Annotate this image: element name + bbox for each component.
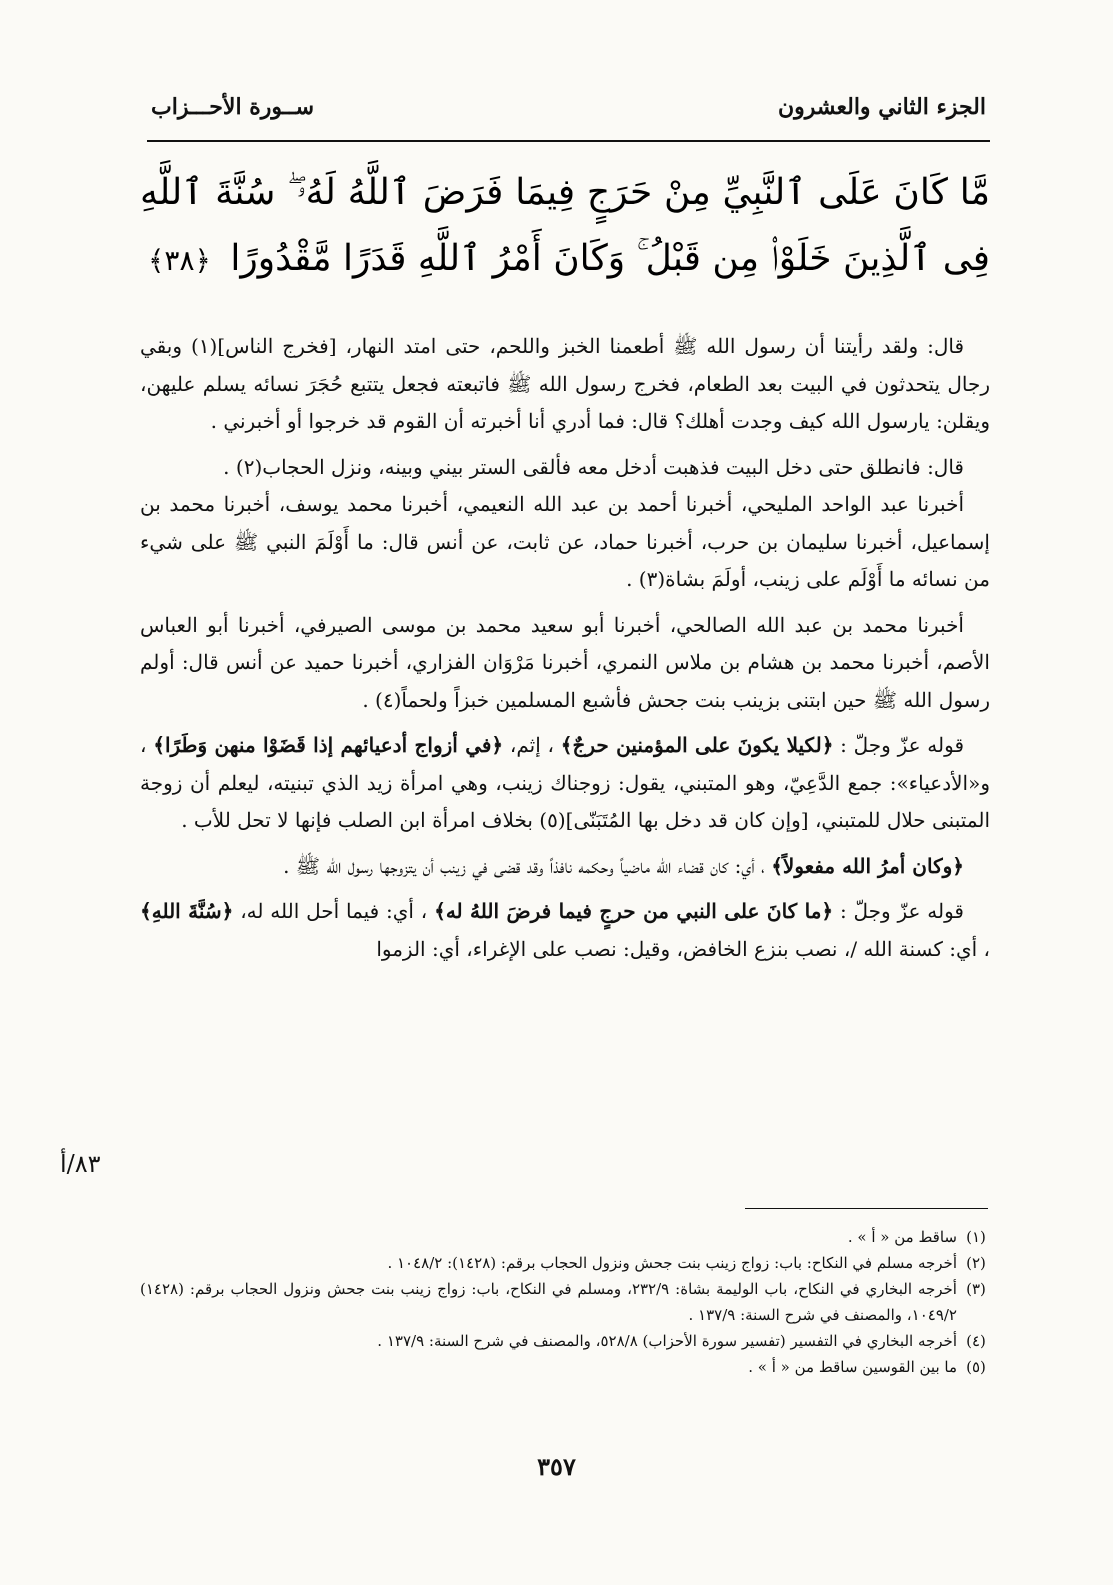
paragraph: قال: فانطلق حتى دخل البيت فذهبت أدخل معه فألقى الستر بيني وبينه، ونزل الحجاب(٢) . xyxy=(223,454,964,479)
quoted-verse: ﴿سُنَّةَ اللهِ﴾ xyxy=(140,899,234,923)
manuscript-folio-note: ٨٣/أ xyxy=(60,1150,101,1178)
footnote-number: (٣) xyxy=(966,1280,986,1298)
paragraph: أخبرنا عبد الواحد المليحي، أخبرنا أحمد بن عبد الله النعيمي، أخبرنا محمد يوسف، أخبرنا محمد بن إسماعيل، أخبرنا سليمان بن حرب، أخبرنا حماد، عن ثابت، عن أنس قال: ما أَوْلَمَ النبي ﷺ على شيء من نسائه ما أَوْلَم على زينب، أولَمَ بشاة(٣) . xyxy=(140,492,990,591)
running-header xyxy=(147,88,990,142)
commentary-body xyxy=(140,328,990,968)
footnotes xyxy=(140,1224,995,1380)
footnote-number: (٤) xyxy=(966,1332,986,1350)
quran-verse xyxy=(140,160,990,294)
surah-title: ســورة الأحـــزاب xyxy=(151,94,315,120)
lead-text: قوله عزّ وجلّ : xyxy=(833,733,964,757)
footnote xyxy=(140,1250,995,1276)
lead-text: قوله عزّ وجلّ : xyxy=(833,899,964,923)
footnote-text: ما بين القوسين ساقط من « أ » . xyxy=(748,1358,957,1376)
paragraph: أخبرنا محمد بن عبد الله الصالحي، أخبرنا أبو سعيد محمد بن موسى الصيرفي، أخبرنا أبو العباس الأصم، أخبرنا محمد بن هشام بن ملاس النمري، أخبرنا مَرْوَان الفزاري، أخبرنا حميد عن أنس قال: أولم رسول الله ﷺ حين ابتنى بزينب بنت جحش فأشبع المسلمين خبزاً ولحماً(٤) . xyxy=(140,612,990,712)
inline-text: ، أي: كان قضاء الله ماضياً وحكمه نافذاً وقد قضى في زينب أن يتزوجها رسول الله ﷺ . xyxy=(283,853,765,878)
paragraph xyxy=(140,848,990,886)
ayah-number: ﴿٣٨﴾ xyxy=(148,244,211,277)
footnote-text: أخرجه البخاري في التفسير (تفسير سورة الأحزاب) ٥٢٨/٨، والمصنف في شرح السنة: ١٣٧/٩ . xyxy=(377,1332,957,1350)
paragraph xyxy=(140,727,990,840)
footnote xyxy=(140,1328,995,1354)
footnote-text: أخرجه مسلم في النكاح: باب: زواج زينب بنت جحش ونزول الحجاب برقم: (١٤٢٨): ١٠٤٨/٢ . xyxy=(387,1254,957,1272)
footnote-text: ساقط من « أ » . xyxy=(847,1228,957,1246)
footnote-number: (٥) xyxy=(966,1358,986,1376)
quoted-verse: ﴿لكيلا يكونَ على المؤمنين حرجٌ﴾ xyxy=(560,733,834,757)
footnote xyxy=(140,1354,995,1380)
page-number: ٣٥٧ xyxy=(537,1452,576,1481)
footnote-divider xyxy=(745,1208,988,1209)
inline-text: ، إثم، xyxy=(503,733,554,757)
paragraph xyxy=(140,893,990,968)
inline-text: ، و«الأدعياء»: جمع الدَّعِيّ، وهو المتبني، يقول: زوجناك زينب، وهي امرأة زيد الذي تبنيته، ليعلم أن زوجة المتبنى حلال للمتبني، [وإن كان قد دخل بها المُتَبَنّى](٥) بخلاف امرأة ابن الصلب فإنها لا تحل للأب . xyxy=(140,733,990,832)
footnote-number: (٢) xyxy=(966,1254,986,1272)
inline-text: ، أي: كسنة الله /، نصب بنزع الخافض، وقيل: نصب على الإغراء، أي: الزموا xyxy=(376,936,990,961)
footnote xyxy=(140,1224,995,1250)
quoted-verse: ﴿وكان أمرُ الله مفعولاً﴾ xyxy=(771,853,964,878)
paragraph: قال: ولقد رأيتنا أن رسول الله ﷺ أطعمنا الخبز واللحم، حتى امتد النهار، [فخرج الناس](١) وبقي رجال يتحدثون في البيت بعد الطعام، فخرج رسول الله ﷺ فاتبعته فجعل يتتبع حُجَرَ نسائه يسلم عليهن، ويقلن: يارسول الله كيف وجدت أهلك؟ قال: فما أدري أنا أخبرته أن القوم قد خرجوا أو أخبرني . xyxy=(140,334,990,433)
part-title: الجزء الثاني والعشرون xyxy=(777,94,986,120)
quoted-verse: ﴿في أزواج أدعيائهم إذا قَضَوْا منهن وَطَرًا﴾ xyxy=(153,733,504,757)
verse-text: مَّا كَانَ عَلَى ٱلنَّبِيِّ مِنْ حَرَجٍ فِيمَا فَرَضَ ٱللَّهُ لَهُۥ ۖ سُنَّةَ ٱللَّهِ فِى ٱلَّذِينَ خَلَوْا۟ مِن قَبْلُ ۚ وَكَانَ أَمْرُ ٱللَّهِ قَدَرًا مَّقْدُورًا xyxy=(140,172,990,279)
footnote xyxy=(140,1276,995,1328)
footnote-text: أخرجه البخاري في النكاح، باب الوليمة بشاة: ٢٣٢/٩، ومسلم في النكاح، باب: زواج زينب بنت جحش ونزول الحجاب برقم: (١٤٢٨) ١٠٤٩/٢، والمصنف في شرح السنة: ١٣٧/٩ . xyxy=(140,1280,957,1324)
inline-text: ، أي: فيما أحل الله له، xyxy=(233,899,428,923)
footnote-number: (١) xyxy=(966,1228,986,1246)
quoted-verse: ﴿ما كانَ على النبي من حرجٍ فيما فرضَ اللهُ له﴾ xyxy=(434,899,834,923)
